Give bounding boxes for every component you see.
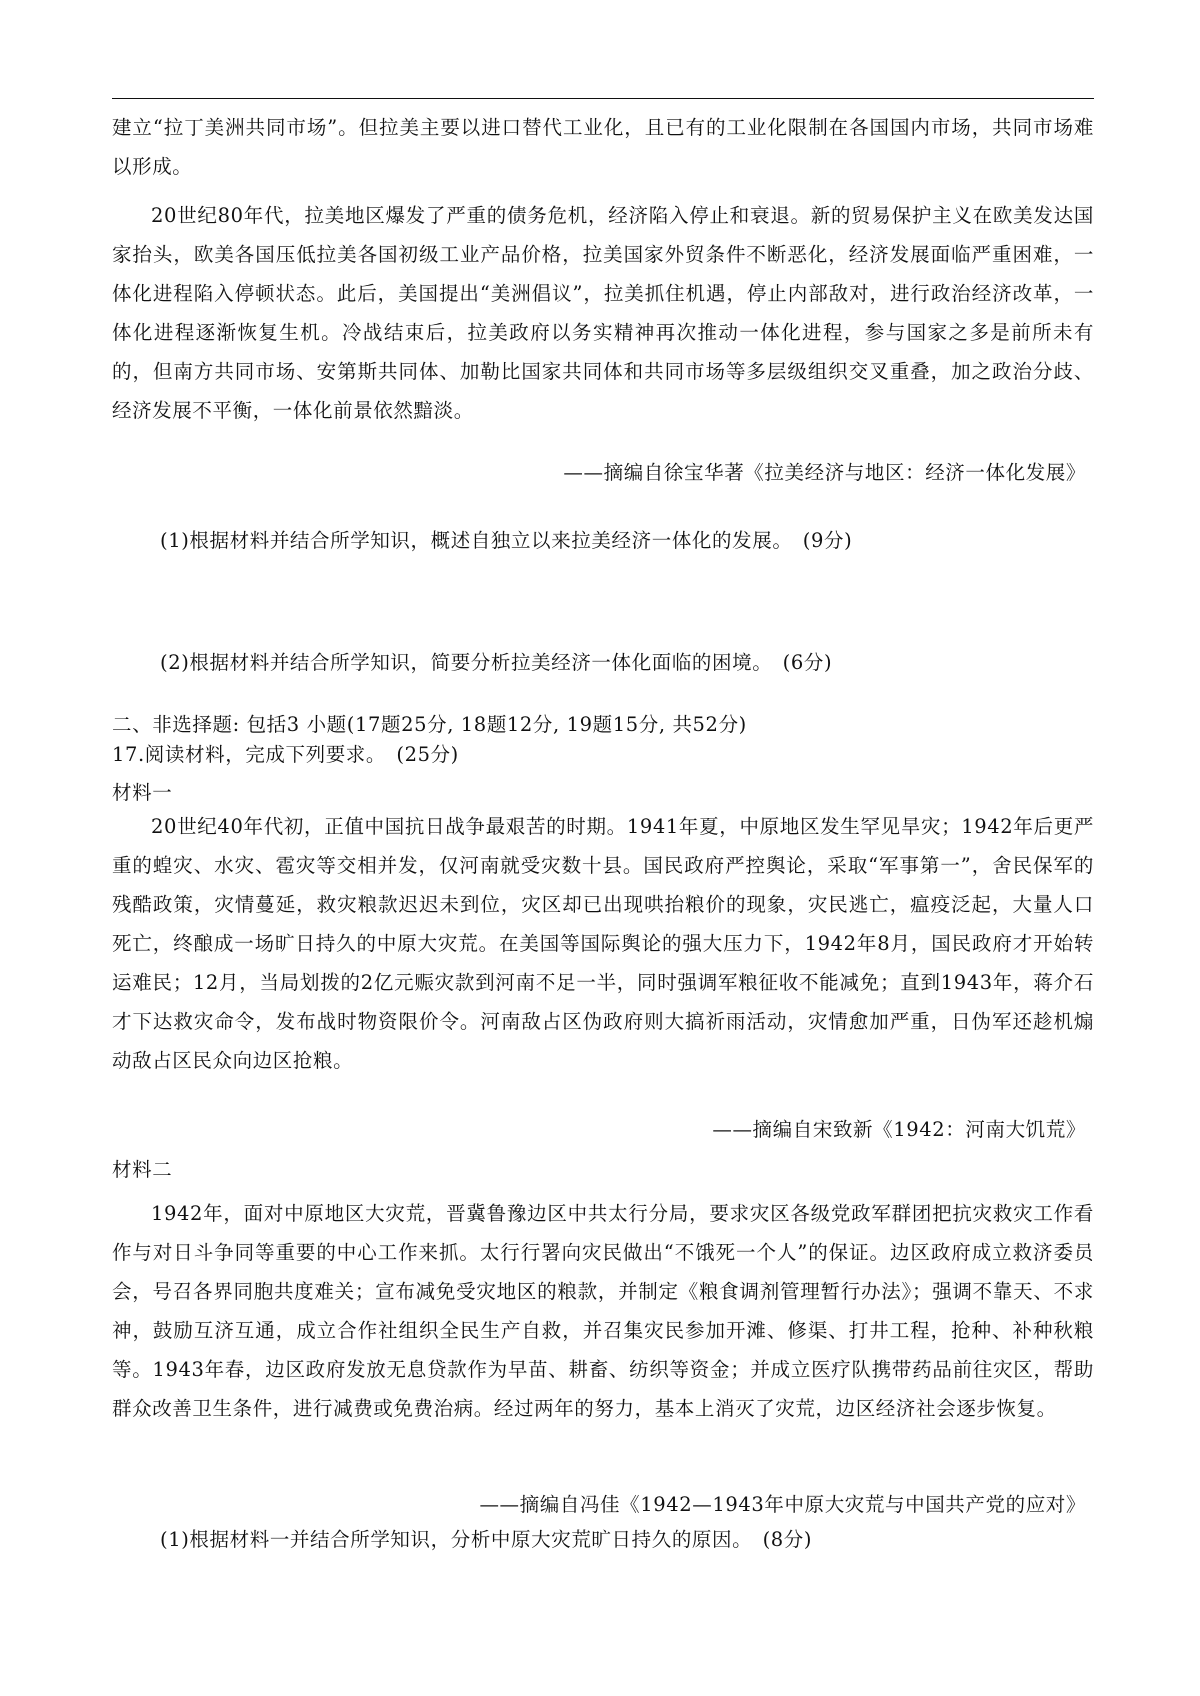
material-1-text: 20世纪40年代初，正值中国抗日战争最艰苦的时期。1941年夏，中原地区发生罕见旱灾；1942年后更严重的蝗灾、水灾、雹灾等交相并发，仅河南就受灾数十县。国民政府严控舆论，采取“军事第一”，舍民保军的残酷政策，灾情蔓延，救灾粮款迟迟未到位，灾区却已出现哄抬粮价的现象，灾民逃亡，瘟疫泛起，大量人口死亡，终酿成一场旷日持久的中原大灾荒。在美国等国际舆论的强大压力下，1942年8月，国民政府才开始转运难民；12月，当局划拨的2亿元赈灾款到河南不足一半，同时强调军粮征收不能减免；直到1943年，蒋介石才下达救灾命令，发布战时物资限价令。河南敌占区伪政府则大搞祈雨活动，灾情愈加严重，日伪军还趁机煽动敌占区民众向边区抢粮。 xyxy=(112,815,1094,1072)
block-material-2-label xyxy=(112,1150,1094,1190)
header-rule xyxy=(112,98,1094,99)
block-source-3 xyxy=(112,1490,1094,1520)
paragraph-debt-crisis: 20世纪80年代，拉美地区爆发了严重的债务危机，经济陷入停止和衰退。新的贸易保护主义在欧美发达国家抬头，欧美各国压低拉美各国初级工业产品价格，拉美国家外贸条件不断恶化，经济发展面临严重困难，一体化进程陷入停顿状态。此后，美国提出“美洲倡议”，拉美抓住机遇，停止内部敌对，进行政治经济改革，一体化进程逐渐恢复生机。冷战结束后，拉美政府以务实精神再次推动一体化进程，参与国家之多是前所未有的，但南方共同市场、安第斯共同体、加勒比国家共同体和共同市场等多层级组织交叉重叠，加之政治分歧、经济发展不平衡，一体化前景依然黯淡。 xyxy=(112,204,1094,422)
question-item: (1)根据材料并结合所学知识，概述自独立以来拉美经济一体化的发展。 (9分) xyxy=(160,529,853,552)
block-material-latam xyxy=(112,196,1094,430)
block-continuation xyxy=(112,108,1094,186)
block-question-17-1 xyxy=(112,1525,1094,1555)
section-heading: 二、非选择题: 包括3 小题(17题25分, 18题12分, 19题15分, 共52分) xyxy=(112,713,747,736)
block-source-1 xyxy=(112,453,1094,492)
source-citation: ——摘编自宋致新《1942：河南大饥荒》 xyxy=(712,1118,1086,1141)
block-material-1 xyxy=(112,807,1094,1080)
block-source-2 xyxy=(112,1110,1094,1149)
material-2-text: 1942年，面对中原地区大灾荒，晋冀鲁豫边区中共太行分局，要求灾区各级党政军群团把抗灾救灾工作看作与对日斗争同等重要的中心工作来抓。太行行署向灾民做出“不饿死一个人”的保证。边区政府成立救济委员会，号召各界同胞共度难关；宣布减免受灾地区的粮款，并制定《粮食调剂管理暂行办法》；强调不靠天、不求神，鼓励互济互通，成立合作社组织全民生产自救，并召集灾民参加开滩、修渠、打井工程，抢种、补种秋粮等。1943年春，边区政府发放无息贷款作为早苗、耕畜、纺织等资金；并成立医疗队携带药品前往灾区，帮助群众改善卫生条件，进行减费或免费治病。经过两年的努力，基本上消灭了灾荒，边区经济社会逐步恢复。 xyxy=(112,1202,1094,1420)
source-citation: ——摘编自冯佳《1942—1943年中原大灾荒与中国共产党的应对》 xyxy=(479,1493,1086,1516)
block-section-heading xyxy=(112,710,1094,813)
paragraph-continuation: 建立“拉丁美洲共同市场”。但拉美主要以进口替代工业化，且已有的工业化限制在各国国内市场，共同市场难以形成。 xyxy=(112,116,1094,178)
material-1-label: 材料一 xyxy=(112,781,173,804)
question-item: (1)根据材料一并结合所学知识，分析中原大灾荒旷日持久的原因。 (8分) xyxy=(160,1528,813,1551)
material-2-label: 材料二 xyxy=(112,1158,173,1181)
block-question-2 xyxy=(112,643,1094,682)
question-17-stem: 17.阅读材料，完成下列要求。 (25分) xyxy=(112,743,459,766)
block-question-1 xyxy=(112,521,1094,560)
block-material-2 xyxy=(112,1194,1094,1428)
question-item: (2)根据材料并结合所学知识，简要分析拉美经济一体化面临的困境。 (6分) xyxy=(160,651,833,674)
source-citation: ——摘编自徐宝华著《拉美经济与地区：经济一体化发展》 xyxy=(563,461,1086,484)
